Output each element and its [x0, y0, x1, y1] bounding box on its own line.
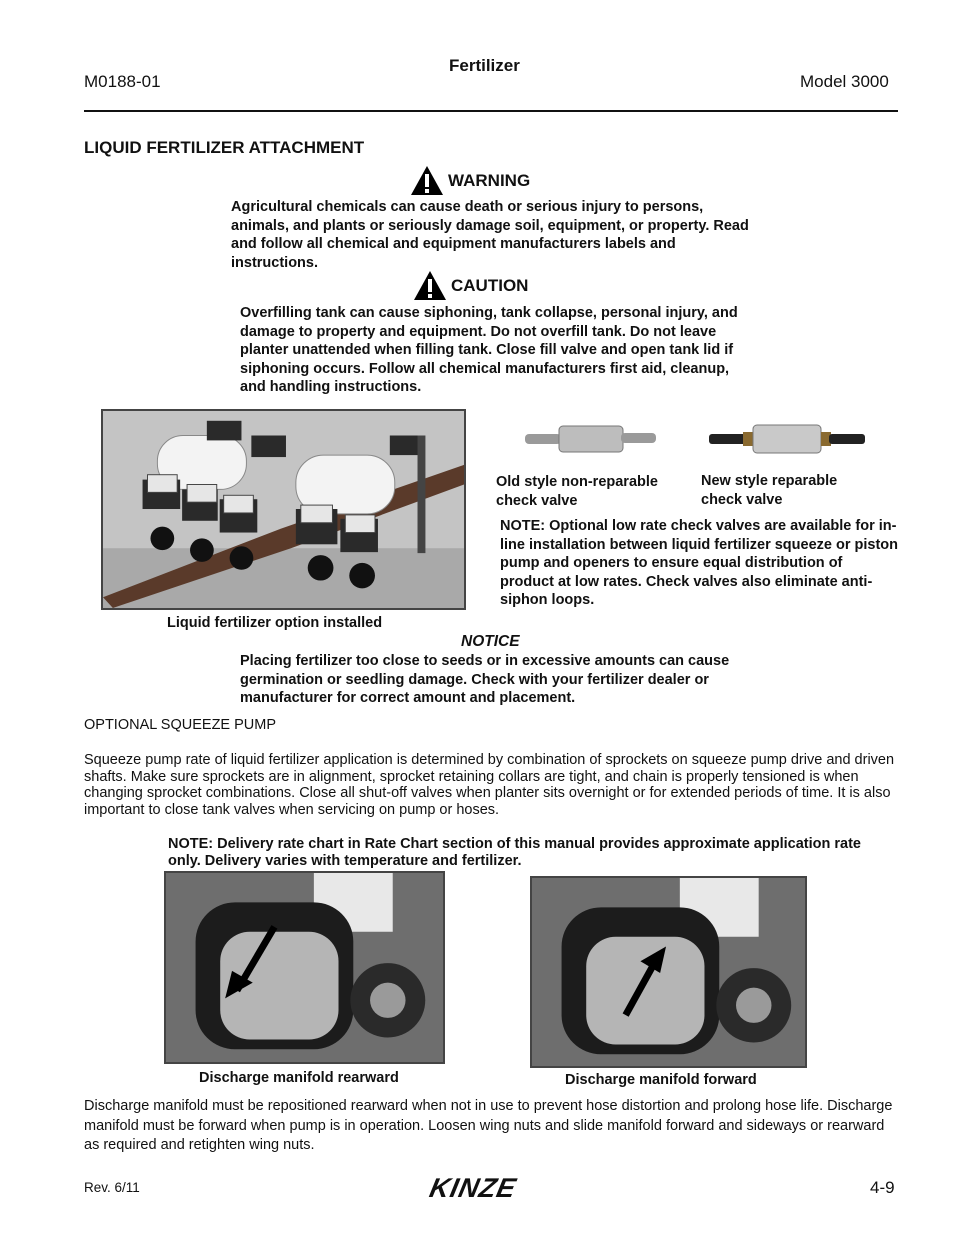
old-check-valve-image [523, 418, 658, 458]
warning-triangle-icon [410, 165, 444, 196]
planter-caption: Liquid fertilizer option installed [167, 615, 383, 631]
new-check-valve-image [707, 418, 867, 458]
planter-photo [101, 409, 466, 610]
squeeze-pump-paragraph: Squeeze pump rate of liquid fertilizer application is determined by combination of sprockets on squeeze pump drive and driven shafts. Make sure sprockets are in alignment, sprocket retaining collars are tight, and chain is properly tensioned is when changing sprocket combinations. Close all shut-off valves when planter sits overnight or for extended periods of time. It is also important to close tank valves when servicing on pump or hoses. [84, 752, 895, 818]
delivery-rate-note: NOTE: Delivery rate chart in Rate Chart section of this manual provides approximate application rate only. Delivery varies with temperature and fertilizer. [168, 836, 861, 869]
warning-label: WARNING [448, 170, 531, 190]
manifold-instructions: Discharge manifold must be repositioned rearward when not in use to prevent hose distortion and prolong hose life. Discharge manifold must be forward when pump is in operation. Loosen wing nuts and slide manifold forward and sideways or rearward as required and retighten wing nuts. [84, 1098, 893, 1153]
doc-id: M0188-01 [84, 72, 161, 91]
squeeze-pump-heading: OPTIONAL SQUEEZE PUMP [84, 717, 277, 733]
forward-caption: Discharge manifold forward [565, 1072, 757, 1088]
warning-text: Agricultural chemicals can cause death or serious injury to persons, animals, and plants or seriously damage soil, equipment, or property. Read and follow all chemical and equipment manufacturers labels and instructions. [231, 199, 749, 271]
section-header: Fertilizer [449, 56, 520, 75]
caution-triangle-icon [413, 270, 447, 301]
model-label: Model 3000 [800, 72, 889, 91]
caution-text: Overfilling tank can cause siphoning, tank collapse, personal injury, and damage to property and equipment. Do not overfill tank. Do not leave planter unattended when filling tank. Close fill valve and open tank lid if siphoning occurs. Follow all chemical manufacturers first aid, cleanup, and handling instructions. [240, 305, 738, 396]
warning-heading [410, 165, 530, 196]
new-valve-caption: New style reparable check valve [701, 473, 838, 508]
notice-label: NOTICE [461, 633, 520, 650]
manifold-rearward-photo [164, 871, 445, 1064]
manifold-forward-photo [530, 876, 807, 1068]
check-valve-note: NOTE: Optional low rate check valves are available for in-line installation between liquid fertilizer squeeze or piston pump and openers to ensure equal distribution of product at low rates. Check valves also eliminate anti-siphon loops. [500, 518, 899, 609]
section-title: LIQUID FERTILIZER ATTACHMENT [84, 138, 365, 157]
page-number: 4-9 [870, 1178, 895, 1197]
kinze-logo: KINZE [426, 1173, 520, 1203]
revision-label: Rev. 6/11 [84, 1180, 140, 1195]
caution-label: CAUTION [451, 275, 529, 295]
header-rule [84, 110, 898, 112]
caution-heading [413, 270, 528, 301]
old-valve-caption: Old style non-reparable check valve [496, 474, 658, 509]
notice-text: Placing fertilizer too close to seeds or in excessive amounts can cause germination or seedling damage. Check with your fertilizer dealer or manufacturer for correct amount and placement. [240, 653, 730, 707]
rearward-caption: Discharge manifold rearward [199, 1070, 399, 1086]
